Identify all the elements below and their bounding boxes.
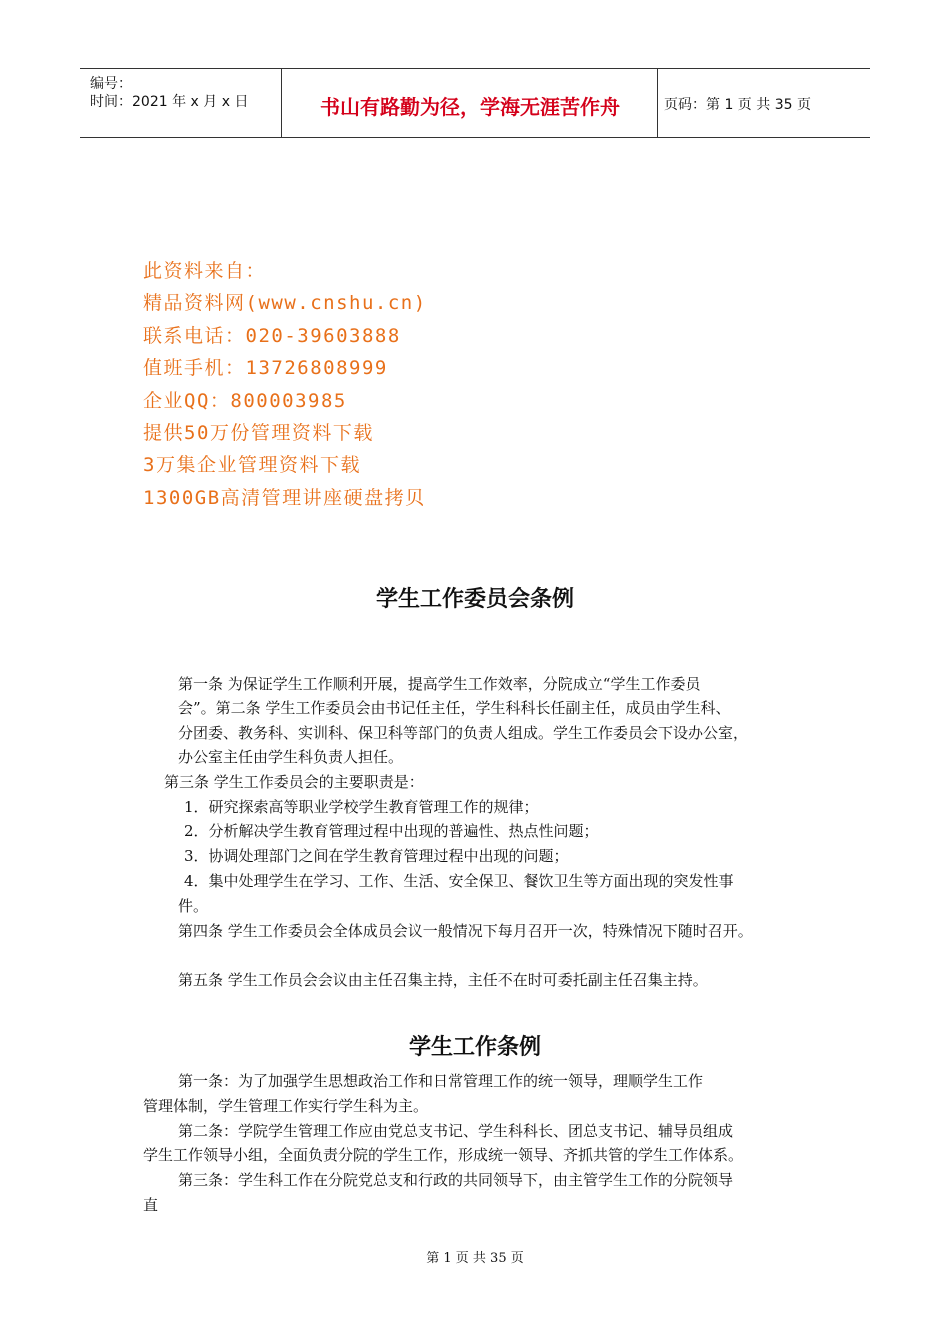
header-page-info: 页码：第 1 页 共 35 页 [664,97,811,113]
header-motto: 书山有路勤为径，学海无涯苦作舟 [320,95,620,119]
section2-line: 直 [143,1196,159,1214]
section1-line: 件。 [178,897,209,915]
section2-line: 第二条：学院学生管理工作应由党总支书记、学生科科长、团总支书记、辅导员组成 [178,1122,734,1140]
header-page-cell [658,69,870,137]
page-footer: 第 1 页 共 35 页 [426,1251,524,1266]
section2-line: 第一条：为了加强学生思想政治工作和日常管理工作的统一领导，理顺学生工作 [178,1072,704,1090]
promo-line: 1300GB高清管理讲座硬盘拷贝 [143,486,426,509]
section2-line: 管理体制，学生管理工作实行学生科为主。 [143,1097,429,1115]
promo-line: 此资料来自： [143,260,267,282]
section2-title: 学生工作条例 [408,1035,541,1060]
section1-line: 1．研究探索高等职业学校学生教育管理工作的规律； [184,798,539,816]
section1-line: 第一条 为保证学生工作顺利开展，提高学生工作效率，分院成立“学生工作委员 [178,675,701,693]
promo-line: 企业QQ：800003985 [143,389,347,412]
promo-line: 联系电话：020-39603888 [143,324,401,347]
promo-line: 值班手机：13726808999 [143,357,388,380]
section1-title: 学生工作委员会条例 [375,587,574,612]
document-header [80,68,870,138]
promo-line: 精品资料网(www.cnshu.cn) [143,292,427,315]
promo-line: 提供50万份管理资料下载 [143,421,374,444]
header-motto-cell [282,69,658,137]
section1-line: 4．集中处理学生在学习、工作、生活、安全保卫、餐饮卫生等方面出现的突发性事 [184,872,734,890]
section2-line: 学生工作领导小组，全面负责分院的学生工作，形成统一领导、齐抓共管的学生工作体系。 [143,1146,744,1164]
section1-line: 分团委、教务科、实训科、保卫科等部门的负责人组成。学生工作委员会下设办公室， [178,724,749,742]
section1-line: 第四条 学生工作委员会全体成员会议一般情况下每月召开一次，特殊情况下随时召开。 [178,922,753,940]
promo-line: 3万集企业管理资料下载 [143,454,361,477]
promo-block [143,255,427,514]
section1-line: 办公室主任由学生科负责人担任。 [178,748,404,766]
section1-line: 2．分析解决学生教育管理过程中出现的普遍性、热点性问题； [184,822,599,840]
section1-line: 会”。第二条 学生工作委员会由书记任主任，学生科科长任副主任，成员由学生科、 [178,699,731,717]
section1-line: 第五条 学生工作员会会议由主任召集主持，主任不在时可委托副主任召集主持。 [178,971,708,989]
section1-line: 第三条 学生工作委员会的主要职责是： [164,773,424,791]
header-info-cell [80,69,282,137]
section1-line: 3．协调处理部门之间在学生教育管理过程中出现的问题； [184,847,569,865]
document-time-label: 时间：2021 年 x 月 x 日 [90,94,249,110]
document-number-label: 编号： [90,76,132,92]
section2-line: 第三条：学生科工作在分院党总支和行政的共同领导下，由主管学生工作的分院领导 [178,1171,734,1189]
